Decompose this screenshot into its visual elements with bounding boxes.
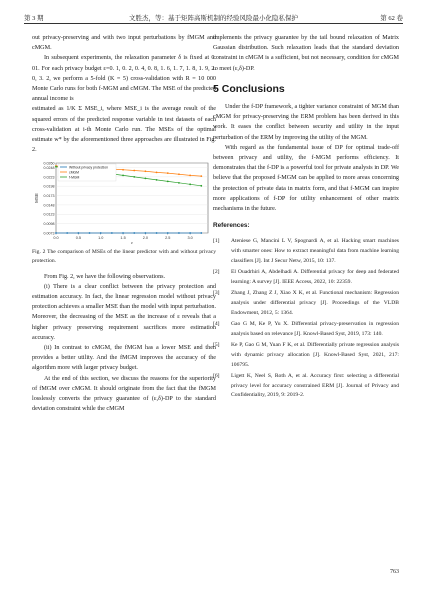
- data-point: [55, 233, 57, 235]
- data-point: [89, 233, 91, 235]
- x-tick-label: 1.5: [120, 236, 126, 241]
- y-tick-label: 0.0073: [43, 231, 55, 236]
- legend-label: cMGM: [69, 170, 79, 175]
- data-point: [167, 233, 169, 235]
- x-tick-label: 1.0: [98, 236, 104, 241]
- x-axis-label: ε: [131, 240, 133, 246]
- reference-item: [213, 237, 399, 266]
- reference-number: [2]: [213, 269, 220, 276]
- data-point: [55, 166, 57, 168]
- legend-label: f-MGM: [69, 175, 80, 180]
- mse-chart-svg: [34, 159, 214, 245]
- reference-text: Gao G M, Ke P, Yu X. Differential privacy-preservation in regression analysis based on relevance [J]. Knowl-Based Syst, 2019, 173: 140.: [231, 321, 399, 337]
- page-header: [24, 11, 403, 25]
- y-tick-label: 0.0223: [43, 175, 55, 180]
- data-point: [167, 181, 169, 183]
- y-tick-label: 0.0260: [43, 161, 55, 166]
- data-point: [156, 172, 158, 174]
- page-number: 763: [390, 569, 399, 575]
- reference-text: Ligett K, Neel S, Roth A, et al. Accuracy first: selecting a differential privacy level for accuracy constrained ERM [J]. Journal of Privacy and Confidentiality, 2019, 9: 2019-2.: [231, 373, 399, 399]
- reference-text: Ateniese G, Mancini L V, Spognardi A, et al. Hacking smart machines with smarter ones: How to extract meaningful data from machine learning classifiers [J]. Int J Secur Netw, 2015, 10: 137.: [231, 238, 399, 264]
- reference-number: [5]: [213, 342, 220, 349]
- y-tick-label: 0.0248: [43, 166, 55, 171]
- paragraph: At the end of this section, we discuss the reasons for the superiority of fMGM over cMGM. It should originate from the fact that the fMGM losslessly converts the privacy guarantee of (ε,δ)-DP to the standard deviation constraint while the cMGM: [32, 375, 216, 413]
- paragraph: Under the f-DP framework, a tighter variance constraint of MGM than cMGM for privacy-preserving the ERM problem has been derived in this work. It eases the conflict between security and utility in the input perturbation of the ERM by improving the utility of the MGM.: [213, 104, 399, 141]
- y-tick-label: 0.0148: [43, 203, 55, 208]
- left-column: [32, 33, 216, 414]
- reference-number: [4]: [213, 321, 220, 328]
- data-point: [200, 185, 202, 187]
- paragraph: In subsequent experiments, the relaxation parameter δ is fixed at 0. 01. For each privacy budget ε=0. 1, 0. 2, 0. 4, 0. 8, 1. 6, 1. 7, 1. 8, 1. 9, 2. 0, 3. 2, we perform a 5-fold (K = 5) cross-validation with R = 10 000 Monte Carlo runs for both f-MGM and cMGM. The MSE of the predicted annual income is: [32, 55, 216, 103]
- data-point: [178, 182, 180, 184]
- data-point: [122, 169, 124, 171]
- y-tick-label: 0.0123: [43, 213, 55, 218]
- paragraph: (i) There is a clear conflict between the privacy protection and estimation accuracy. In fact, the linear regression model without privacy protection achieves a smaller MSE than the model with input perturbation. Moreover, the decreasing of the MSE as the increase of ε reveals that a higher privacy preserving requirement sacrifices more estimation accuracy.: [32, 283, 216, 341]
- reference-text: El Ouadrhiri A, Abdelhadi A. Differential privacy for deep and federated learning: A survey [J]. IEEE Access, 2022, 10: 22359.: [231, 269, 399, 285]
- data-point: [133, 170, 135, 172]
- reference-number: [6]: [213, 373, 220, 380]
- reference-item: [213, 289, 399, 318]
- data-point: [178, 174, 180, 176]
- reference-item: [213, 268, 399, 287]
- data-point: [122, 175, 124, 177]
- reference-text: Zhang J, Zhang Z J, Xiao X K, et al. Functional mechanism: Regression analysis under differential privacy [J]. Proceedings of the VLDB Endowment, 2012, 5: 1364.: [231, 290, 399, 316]
- figure-caption: Fig. 2 The comparison of MSEs of the linear predictor with and without privacy protection.: [32, 249, 216, 265]
- issue-label: 第 3 期: [24, 15, 44, 22]
- data-point: [189, 175, 191, 177]
- running-title: 文胜杰，等：基于矩阵高斯机制的经验风险最小化隐私保护: [129, 15, 298, 22]
- paragraph: implements the privacy guarantee by the tail bound relaxation of Matrix Gaussian distribution. Such relaxation leads that the standard deviation constraint in cMGM is a sufficient, but not necessary, condition for cMGM to meet (ε,δ)-DP.: [213, 35, 399, 72]
- header-rule: [24, 23, 403, 24]
- volume-label: 第 62 卷: [380, 15, 403, 22]
- data-point: [77, 233, 79, 235]
- data-point: [189, 184, 191, 186]
- data-point: [145, 171, 147, 173]
- reference-number: [3]: [213, 290, 220, 297]
- reference-item: [213, 320, 399, 339]
- right-column: [213, 33, 399, 403]
- data-point: [200, 176, 202, 178]
- data-point: [156, 179, 158, 181]
- reference-item: [213, 372, 399, 401]
- paragraph: estimated as 1/K Σ MSE_i, where MSE_i is the average result of the squared errors of the predicted response variable in test datasets of each cross-validation at i-th Monte Carlo run. The MSEs of the optimal estimate w* by the aforementioned three approaches are illustrated in Fig. 2.: [32, 106, 216, 154]
- y-tick-label: 0.0198: [43, 185, 55, 190]
- data-point: [66, 233, 68, 235]
- data-point: [133, 233, 135, 235]
- mse-chart: [34, 159, 214, 245]
- reference-number: [1]: [213, 238, 220, 245]
- references-title: References:: [213, 222, 250, 230]
- reference-text: Ke P, Gao G M, Yuan F K, et al. Differentially private regression analysis with dynamic privacy allocation [J]. Knowl-Based Syst, 2021, 217: 106795.: [231, 342, 399, 368]
- paragraph: With regard as the fundamental issue of DP for optimal trade-off between privacy and utility, the f-MGM performs efficiency. It demonstrates that the f-DP is a powerful tool for private analysis in DP. We believe that the proposed f-MGM can be applied to more areas concerning the protection of private data in matrix form, and that f-MGM can inspire more applications of f-DP for utility enhancement of other matrix mechanisms in the future.: [213, 144, 399, 213]
- paragraph: From Fig. 2, we have the following observations.: [44, 273, 166, 280]
- paragraph: (ii) In contrast to cMGM, the fMGM has a lower MSE and then provides a better utility. And the fMGM improves the accuracy of the algorithm more with larger privacy budget.: [32, 345, 216, 372]
- data-point: [145, 178, 147, 180]
- section-title: 5 Conclusions: [213, 82, 285, 95]
- y-tick-label: 0.0098: [43, 222, 55, 227]
- x-tick-label: 0.5: [75, 236, 81, 241]
- references-list: [213, 237, 399, 401]
- reference-item: [213, 341, 399, 370]
- data-point: [178, 233, 180, 235]
- y-axis-label: MSE: [34, 193, 39, 204]
- data-point: [145, 233, 147, 235]
- paragraph: out privacy-preserving and with two input perturbations by fMGM and cMGM.: [32, 35, 216, 52]
- data-point: [156, 233, 158, 235]
- data-point: [100, 233, 102, 235]
- data-point: [133, 176, 135, 178]
- data-point: [111, 233, 113, 235]
- x-tick-label: 2.0: [142, 236, 149, 241]
- data-point: [167, 173, 169, 175]
- y-tick-label: 0.0173: [43, 194, 55, 199]
- data-point: [122, 233, 124, 235]
- x-tick-label: 2.5: [165, 236, 171, 241]
- x-tick-label: 0.0: [53, 236, 59, 241]
- x-tick-label: 3.0: [187, 236, 193, 241]
- data-point: [200, 233, 202, 235]
- data-point: [189, 233, 191, 235]
- legend-label: Without privacy protection: [69, 165, 109, 170]
